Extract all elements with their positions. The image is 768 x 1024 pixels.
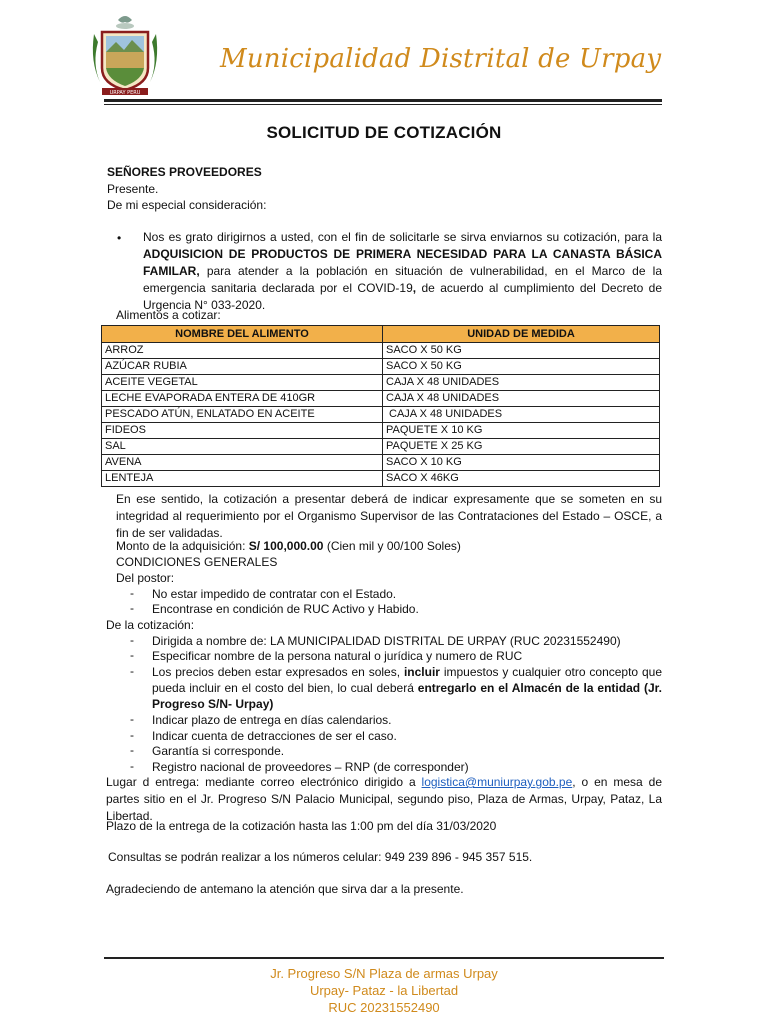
dash-icon: - — [130, 759, 134, 773]
header-divider-thin — [104, 104, 662, 105]
crest-ribbon-text: URPAY PERU — [109, 90, 141, 96]
amount-line: Monto de la adquisición: S/ 100,000.00 (Cien mil y 00/100 Soles) — [116, 539, 461, 553]
food-items-table — [101, 325, 660, 487]
conditions-heading: CONDICIONES GENERALES — [116, 555, 278, 569]
column-header-unit: UNIDAD DE MEDIDA — [383, 326, 660, 343]
postor-item: Encontrase en condición de RUC Activo y Habido. — [152, 602, 419, 616]
table-caption: Alimentos a cotizar: — [116, 308, 221, 322]
dash-icon: - — [130, 601, 134, 615]
cotizacion-item: Dirigida a nombre de: LA MUNICIPALIDAD DISTRITAL DE URPAY (RUC 20231552490) — [152, 634, 621, 648]
footer-divider — [104, 957, 664, 959]
table-row — [102, 423, 660, 439]
table-row — [102, 407, 660, 423]
food-name: AZÚCAR RUBIA — [102, 359, 383, 375]
footer-address: Jr. Progreso S/N Plaza de armas Urpay — [270, 966, 498, 981]
osce-paragraph: En ese sentido, la cotización a presentar deberá de indicar expresamente que se someten en su integridad al requerimiento por el Organismo Supervisor de las Contrataciones del Estado – OSCE, a fin de ser validadas. — [116, 492, 662, 540]
table-row — [102, 375, 660, 391]
food-unit: PAQUETE X 25 KG — [383, 439, 660, 455]
dash-icon: - — [130, 664, 134, 678]
municipal-crest-icon — [88, 12, 162, 98]
dash-icon: - — [130, 712, 134, 726]
intro-paragraph: Nos es grato dirigirnos a usted, con el fin de solicitarle se sirva enviarnos su cotización, para la ADQUISICION DE PRODUCTOS DE PRIMERA NECESIDAD PARA LA CANASTA BÁSICA FAMILAR, para atender a la población en situación de vulnerabilidad, en el Marco de la emergencia sanitaria declarada por el COVID-19, de acuerdo al cumplimiento del Decreto de Urgencia N° 033-2020. — [143, 230, 662, 312]
food-name: AVENA — [102, 455, 383, 471]
food-name: LECHE EVAPORADA ENTERA DE 410GR — [102, 391, 383, 407]
food-unit: SACO X 10 KG — [383, 455, 660, 471]
table-row — [102, 455, 660, 471]
food-name: PESCADO ATÚN, ENLATADO EN ACEITE — [102, 407, 383, 423]
bullet-icon: • — [117, 231, 122, 245]
greeting-consideration: De mi especial consideración: — [107, 198, 267, 212]
food-name: ARROZ — [102, 343, 383, 359]
deadline-line: Plazo de la entrega de la cotización hasta las 1:00 pm del día 31/03/2020 — [106, 819, 497, 833]
cotizacion-item: Especificar nombre de la persona natural o jurídica y numero de RUC — [152, 649, 523, 663]
email-link[interactable]: logistica@muniurpay.gob.pe — [421, 775, 573, 789]
cotizacion-item: Garantía si corresponde. — [152, 744, 285, 758]
dash-icon: - — [130, 743, 134, 757]
food-unit: SACO X 50 KG — [383, 359, 660, 375]
dash-icon: - — [130, 648, 134, 662]
municipality-name: Municipalidad Distrital de Urpay — [220, 44, 662, 74]
cotizacion-heading: De la cotización: — [106, 618, 195, 632]
food-name: SAL — [102, 439, 383, 455]
food-unit: CAJA X 48 UNIDADES — [383, 375, 660, 391]
food-name: ACEITE VEGETAL — [102, 375, 383, 391]
header-divider — [104, 99, 662, 102]
delivery-paragraph: Lugar d entrega: mediante correo electrónico dirigido a logistica@muniurpay.gob.pe, o en mesa de partes sitio en el Jr. Progreso S/N Palacio Municipal, segundo piso, Plaza de Armas, Urpay, Pataz, La Libertad. — [106, 775, 662, 823]
food-name: FIDEOS — [102, 423, 383, 439]
food-unit: SACO X 50 KG — [383, 343, 660, 359]
cotizacion-item: Indicar cuenta de detracciones de ser el caso. — [152, 729, 397, 743]
food-unit: CAJA X 48 UNIDADES — [383, 407, 660, 423]
cotizacion-item-prices: Los precios deben estar expresados en soles, incluir impuestos y cualquier otro concepto que pueda incluir en el costo del bien, lo cual deberá entregarlo en el Almacén de la entidad (Jr. Progreso S/N- Urpay) — [152, 665, 662, 711]
food-unit: PAQUETE X 10 KG — [383, 423, 660, 439]
document-title: SOLICITUD DE COTIZACIÓN — [266, 123, 502, 142]
table-row — [102, 391, 660, 407]
closing-line: Agradeciendo de antemano la atención que sirva dar a la presente. — [106, 882, 464, 896]
contacts-line: Consultas se podrán realizar a los números celular: 949 239 896 - 945 357 515. — [108, 850, 533, 864]
table-row — [102, 439, 660, 455]
food-name: LENTEJA — [102, 471, 383, 487]
footer-ruc: RUC 20231552490 — [328, 1000, 440, 1015]
dash-icon: - — [130, 728, 134, 742]
greeting-recipients: SEÑORES PROVEEDORES — [107, 165, 262, 179]
postor-item: No estar impedido de contratar con el Estado. — [152, 587, 397, 601]
table-row — [102, 343, 660, 359]
table-row — [102, 471, 660, 487]
dash-icon: - — [130, 633, 134, 647]
column-header-name: NOMBRE DEL ALIMENTO — [102, 326, 383, 343]
postor-heading: Del postor: — [116, 571, 175, 585]
table-row — [102, 359, 660, 375]
cotizacion-item: Indicar plazo de entrega en días calendarios. — [152, 713, 392, 727]
footer-location: Urpay- Pataz - la Libertad — [309, 983, 459, 998]
table-header-row — [102, 326, 660, 343]
food-unit: SACO X 46KG — [383, 471, 660, 487]
dash-icon: - — [130, 586, 134, 600]
food-unit: CAJA X 48 UNIDADES — [383, 391, 660, 407]
cotizacion-item: Registro nacional de proveedores – RNP (de corresponder) — [152, 760, 469, 774]
greeting-presente: Presente. — [107, 182, 159, 196]
